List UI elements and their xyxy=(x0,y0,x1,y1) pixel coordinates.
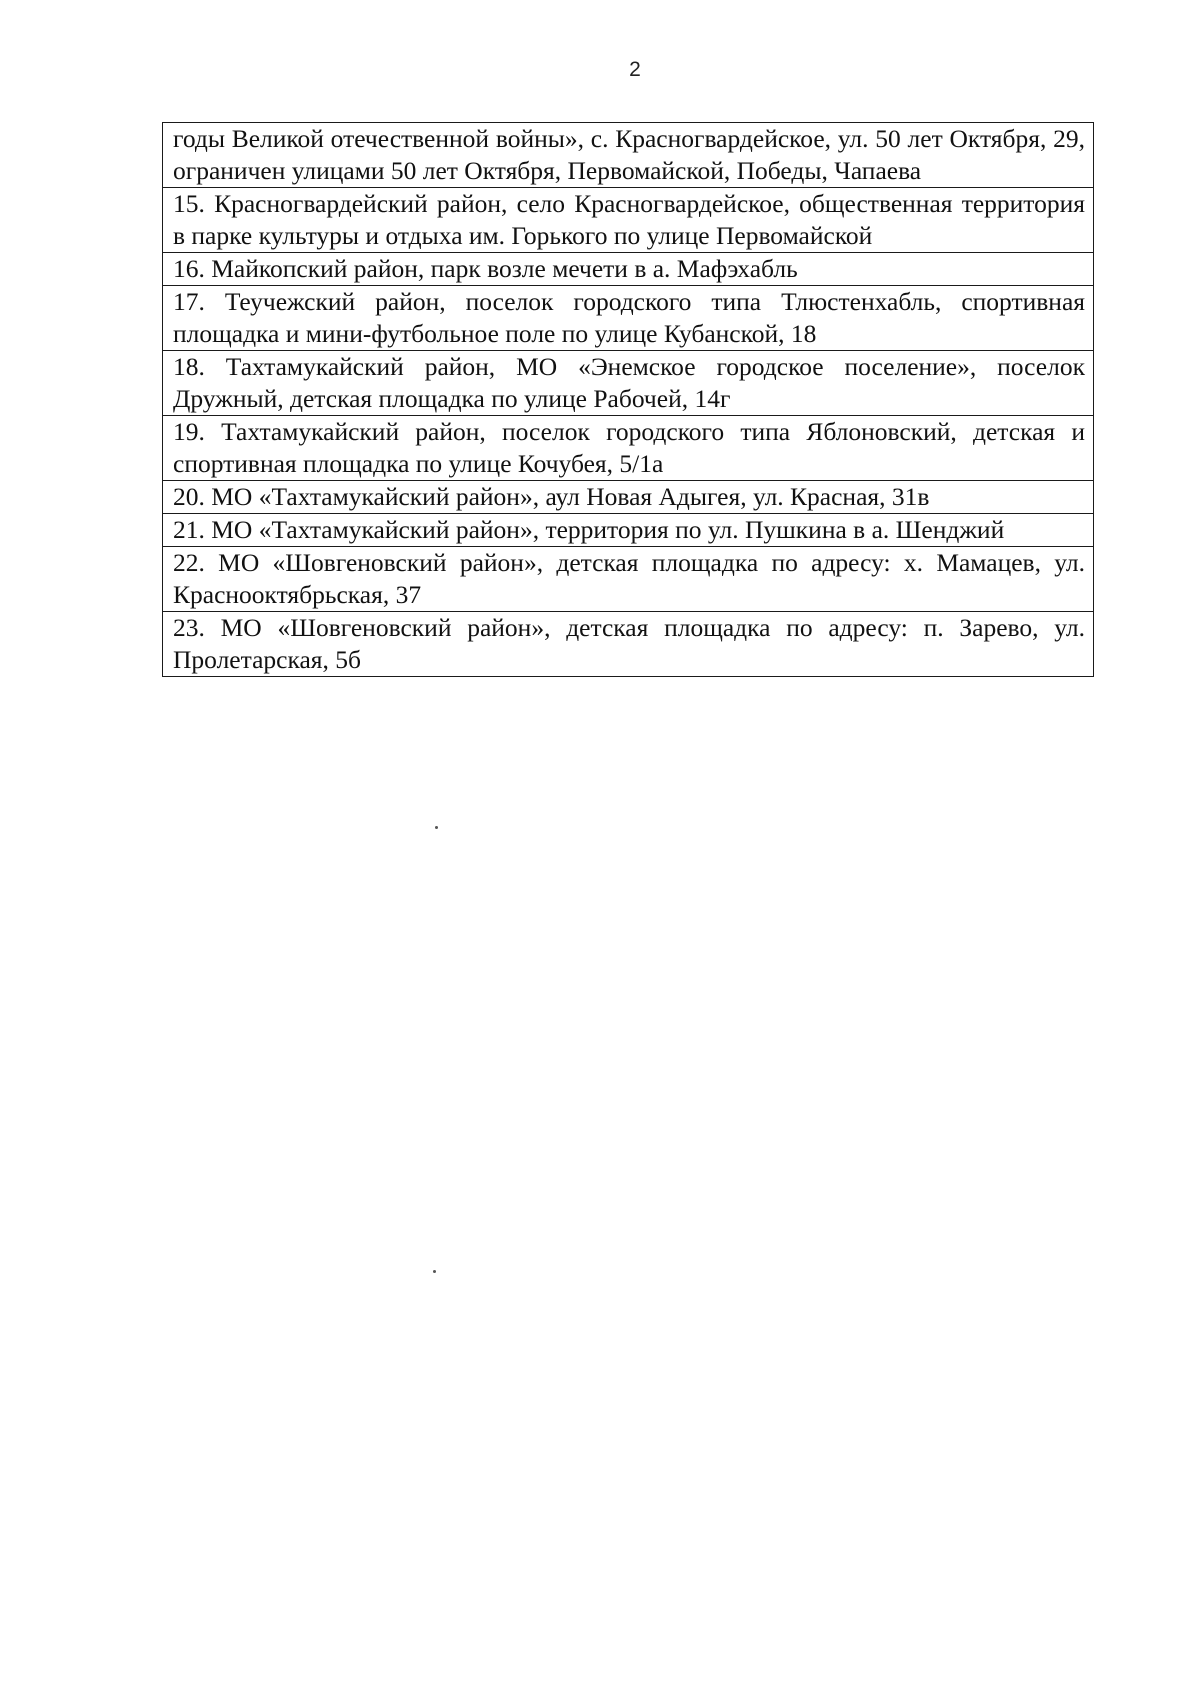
page-number: 2 xyxy=(629,58,641,81)
table-row: 22. МО «Шовгеновский район», детская площадка по адресу: х. Мамацев, ул. Краснооктябрьская, 37 xyxy=(163,547,1093,612)
table-row: 20. МО «Тахтамукайский район», аул Новая Адыгея, ул. Красная, 31в xyxy=(163,481,1093,514)
table-row: 15. Красногвардейский район, село Красногвардейское, общественная территория в парке культуры и отдыха им. Горького по улице Первомайской xyxy=(163,188,1093,253)
table-row: 19. Тахтамукайский район, поселок городского типа Яблоновский, детская и спортивная площадка по улице Кочубея, 5/1а xyxy=(163,416,1093,481)
table-row: 17. Теучежский район, поселок городского типа Тлюстенхабль, спортивная площадка и мини-футбольное поле по улице Кубанской, 18 xyxy=(163,286,1093,351)
scan-speck xyxy=(435,826,438,829)
table-row: 16. Майкопский район, парк возле мечети в а. Мафэхабль xyxy=(163,253,1093,286)
table-row: 21. МО «Тахтамукайский район», территория по ул. Пушкина в а. Шенджий xyxy=(163,514,1093,547)
table-row: годы Великой отечественной войны», с. Красногвардейское, ул. 50 лет Октября, 29, ограничен улицами 50 лет Октября, Первомайской, Победы, Чапаева xyxy=(163,123,1093,188)
table-row: 18. Тахтамукайский район, МО «Энемское городское поселение», поселок Дружный, детская площадка по улице Рабочей, 14г xyxy=(163,351,1093,416)
table-row: 23. МО «Шовгеновский район», детская площадка по адресу: п. Зарево, ул. Пролетарская, 5б xyxy=(173,613,1085,674)
scan-speck xyxy=(433,1270,436,1273)
address-table xyxy=(162,122,1094,677)
